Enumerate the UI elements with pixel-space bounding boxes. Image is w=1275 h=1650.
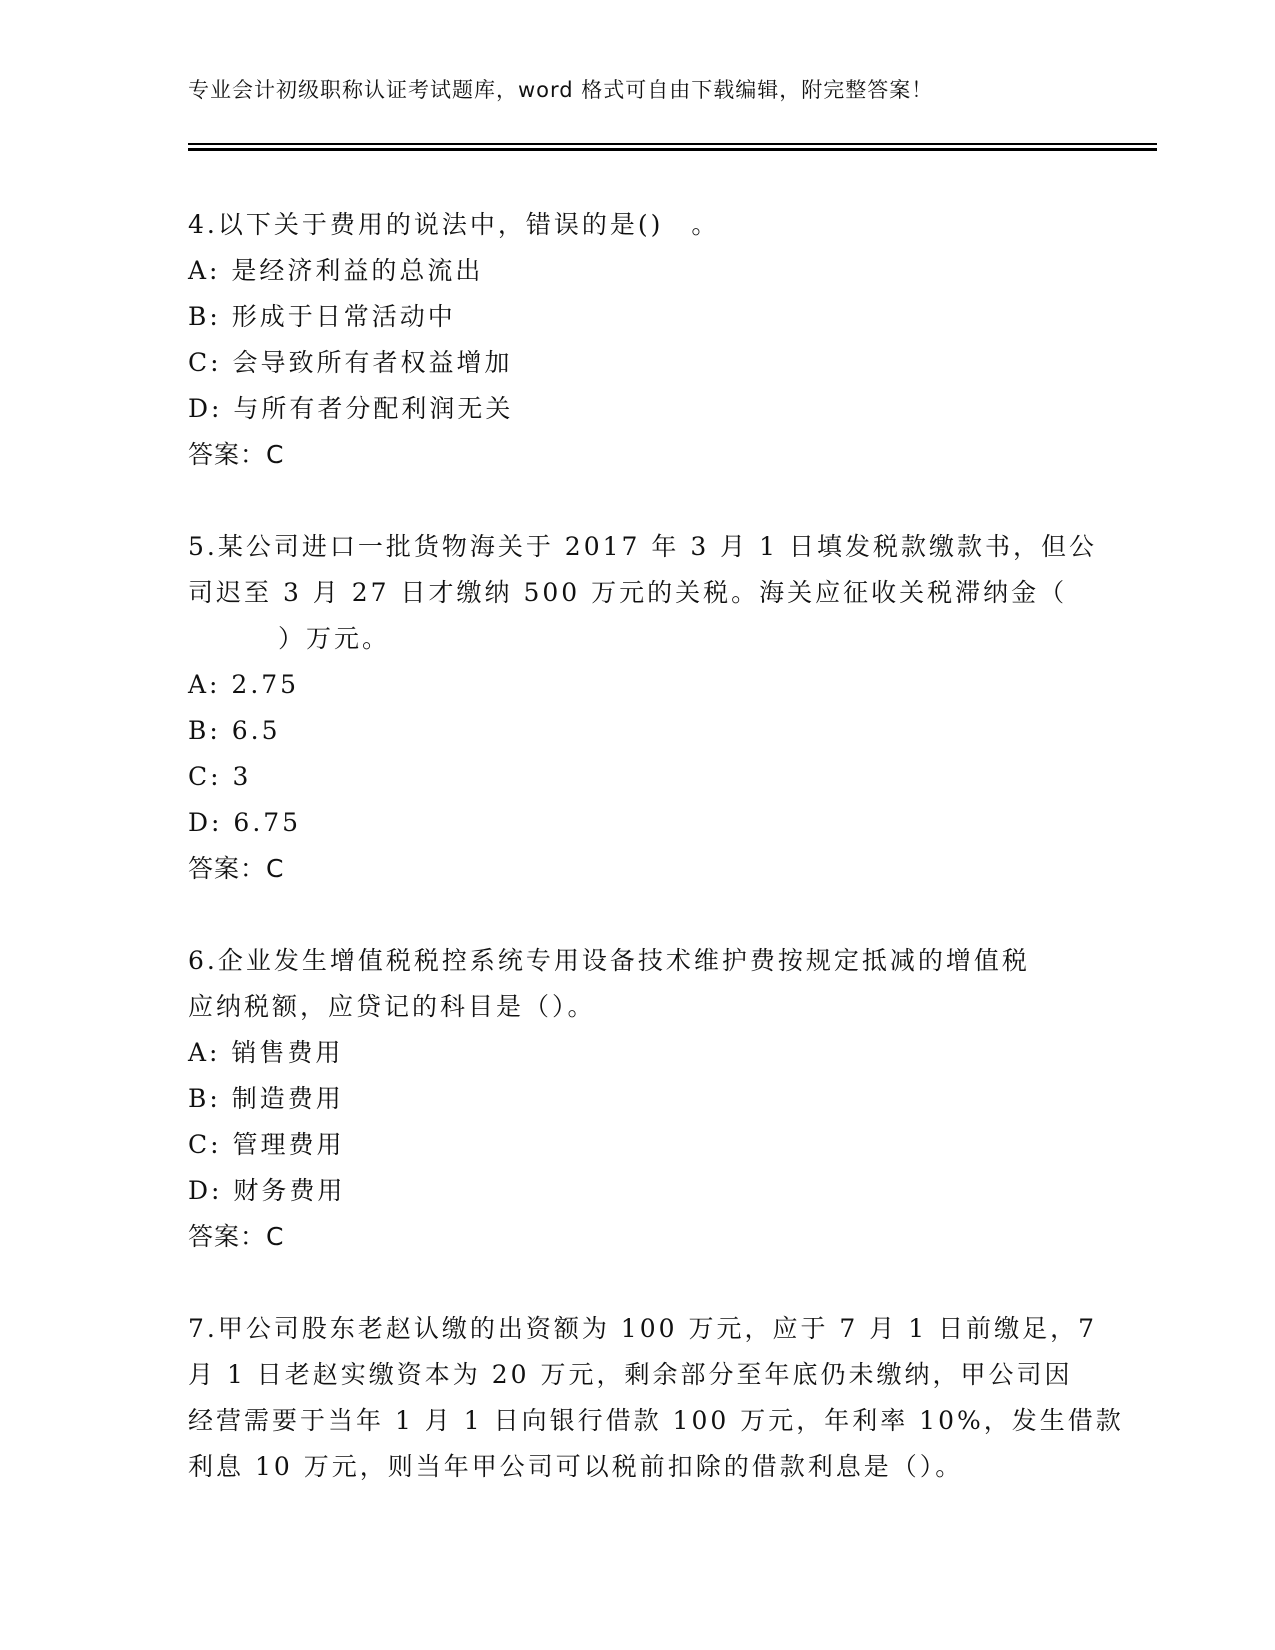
question-list bbox=[188, 202, 1124, 1490]
spacer bbox=[188, 478, 1088, 524]
spacer bbox=[188, 1260, 1088, 1306]
question-7 bbox=[188, 1306, 1124, 1490]
option-a: A: 销售费用 bbox=[188, 1038, 344, 1067]
option-a: A: 2.75 bbox=[188, 670, 300, 699]
question-text: 司迟至 3 月 27 日才缴纳 500 万元的关税。海关应征收关税滞纳金（ bbox=[188, 578, 1068, 607]
question-4 bbox=[188, 202, 1088, 478]
answer: 答案：C bbox=[188, 854, 285, 883]
option-b: B: 6.5 bbox=[188, 716, 281, 745]
question-text: 4.以下关于费用的说法中，错误的是() 。 bbox=[188, 210, 720, 239]
header-rule-thin bbox=[188, 143, 1157, 145]
question-text: ）万元。 bbox=[278, 624, 391, 653]
option-c: C: 管理费用 bbox=[188, 1130, 345, 1159]
page-header: 专业会计初级职称认证考试题库，word 格式可自由下载编辑，附完整答案！ bbox=[188, 78, 934, 102]
question-text: 利息 10 万元，则当年甲公司可以税前扣除的借款利息是（）。 bbox=[188, 1452, 964, 1481]
question-text: 月 1 日老赵实缴资本为 20 万元，剩余部分至年底仍未缴纳，甲公司因 bbox=[188, 1360, 1073, 1389]
question-text: 经营需要于当年 1 月 1 日向银行借款 100 万元，年利率 10%，发生借款 bbox=[188, 1406, 1124, 1435]
header-rule-thick bbox=[188, 148, 1157, 151]
option-d: D: 财务费用 bbox=[188, 1176, 346, 1205]
answer: 答案：C bbox=[188, 1222, 285, 1251]
option-d: D: 与所有者分配利润无关 bbox=[188, 394, 514, 423]
question-6 bbox=[188, 938, 1088, 1260]
spacer bbox=[188, 892, 1088, 938]
option-c: C: 3 bbox=[188, 762, 252, 791]
question-text: 应纳税额，应贷记的科目是（）。 bbox=[188, 992, 596, 1021]
question-text: 5.某公司进口一批货物海关于 2017 年 3 月 1 日填发税款缴款书，但公 bbox=[188, 532, 1097, 561]
question-5 bbox=[188, 524, 1097, 892]
option-b: B: 制造费用 bbox=[188, 1084, 344, 1113]
option-d: D: 6.75 bbox=[188, 808, 302, 837]
option-c: C: 会导致所有者权益增加 bbox=[188, 348, 513, 377]
question-text: 7.甲公司股东老赵认缴的出资额为 100 万元，应于 7 月 1 日前缴足，7 bbox=[188, 1314, 1097, 1343]
answer: 答案：C bbox=[188, 440, 285, 469]
option-b: B: 形成于日常活动中 bbox=[188, 302, 456, 331]
question-text: 6.企业发生增值税税控系统专用设备技术维护费按规定抵减的增值税 bbox=[188, 946, 1030, 975]
option-a: A: 是经济利益的总流出 bbox=[188, 256, 484, 285]
